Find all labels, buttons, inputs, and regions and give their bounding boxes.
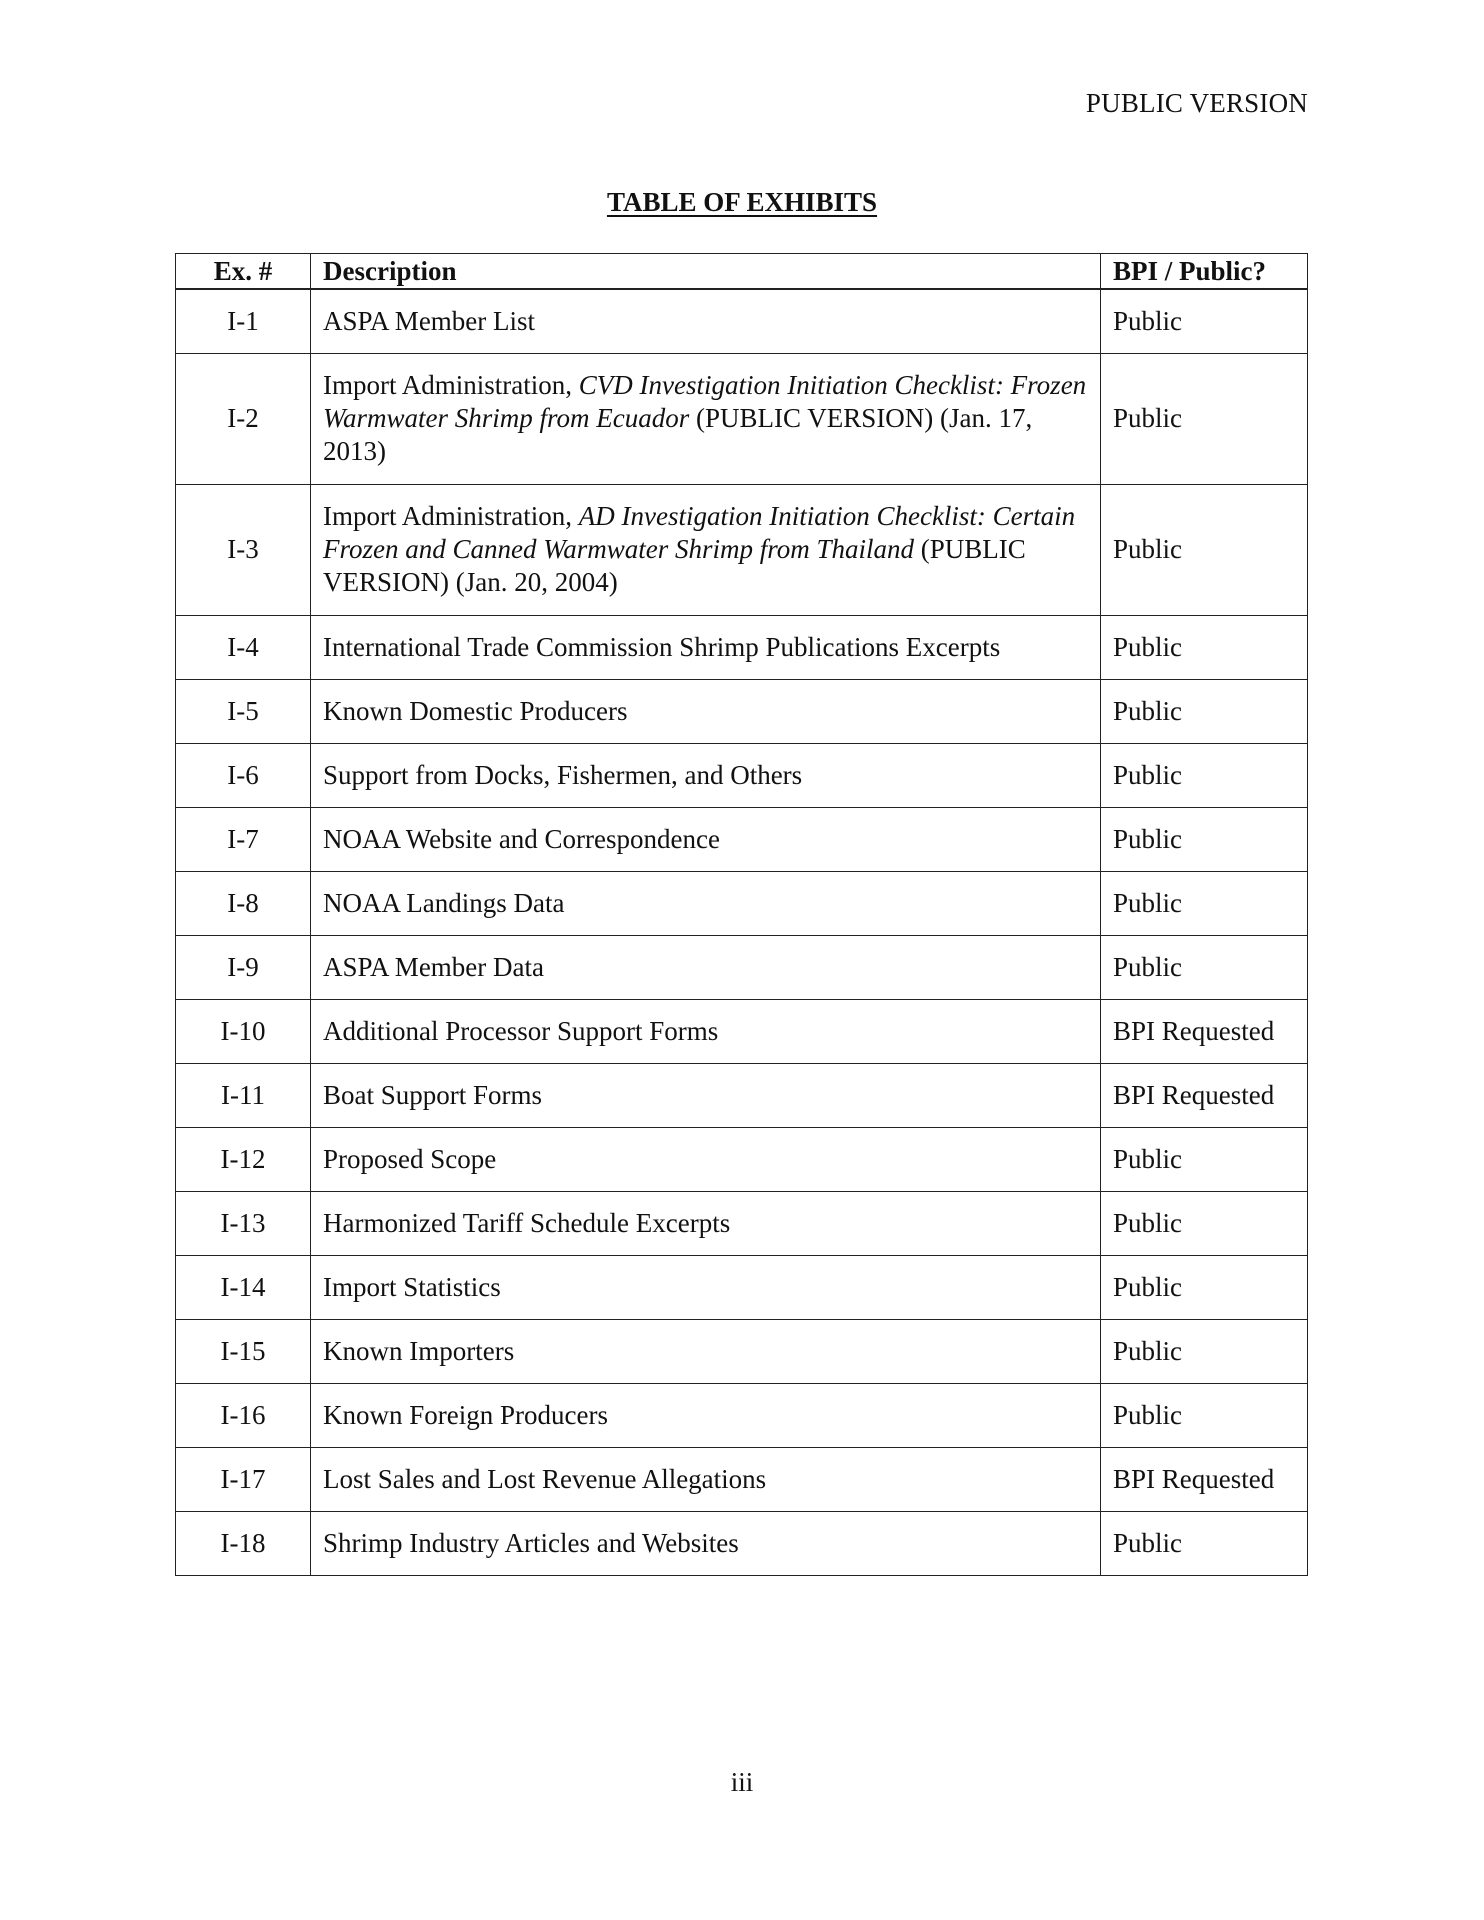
exhibit-description: NOAA Landings Data bbox=[311, 871, 1101, 935]
exhibit-status: Public bbox=[1101, 353, 1308, 484]
exhibit-status: BPI Requested bbox=[1101, 999, 1308, 1063]
exhibit-number: I-15 bbox=[176, 1319, 311, 1383]
header-row bbox=[176, 254, 1308, 290]
description-italic-title: CVD Investigation Initiation Checklist: Frozen Warmwater Shrimp from Ecuador bbox=[323, 370, 1087, 433]
table-row bbox=[176, 484, 1308, 615]
table-row bbox=[176, 615, 1308, 679]
exhibit-description: ASPA Member Data bbox=[311, 935, 1101, 999]
exhibit-status: Public bbox=[1101, 1383, 1308, 1447]
exhibit-status: Public bbox=[1101, 1319, 1308, 1383]
exhibit-number: I-2 bbox=[176, 353, 311, 484]
exhibit-number: I-18 bbox=[176, 1511, 311, 1575]
exhibit-status: Public bbox=[1101, 679, 1308, 743]
exhibit-number: I-16 bbox=[176, 1383, 311, 1447]
exhibit-number: I-1 bbox=[176, 289, 311, 353]
exhibit-description: Lost Sales and Lost Revenue Allegations bbox=[311, 1447, 1101, 1511]
table-row bbox=[176, 1447, 1308, 1511]
exhibit-status: BPI Requested bbox=[1101, 1063, 1308, 1127]
description-prefix: Import Administration, bbox=[323, 501, 579, 531]
table-row bbox=[176, 1191, 1308, 1255]
exhibit-description: Boat Support Forms bbox=[311, 1063, 1101, 1127]
page-title bbox=[0, 187, 1484, 218]
exhibit-description: ASPA Member List bbox=[311, 289, 1101, 353]
exhibit-description: Harmonized Tariff Schedule Excerpts bbox=[311, 1191, 1101, 1255]
exhibit-number: I-17 bbox=[176, 1447, 311, 1511]
exhibit-status: Public bbox=[1101, 743, 1308, 807]
exhibits-table bbox=[175, 253, 1308, 1576]
exhibit-status: Public bbox=[1101, 935, 1308, 999]
exhibit-description: Additional Processor Support Forms bbox=[311, 999, 1101, 1063]
exhibit-number: I-12 bbox=[176, 1127, 311, 1191]
exhibit-number: I-7 bbox=[176, 807, 311, 871]
exhibit-description: Proposed Scope bbox=[311, 1127, 1101, 1191]
version-tag: PUBLIC VERSION bbox=[1085, 88, 1308, 118]
exhibit-status: Public bbox=[1101, 484, 1308, 615]
exhibit-description: Support from Docks, Fishermen, and Others bbox=[311, 743, 1101, 807]
description-italic-title: AD Investigation Initiation Checklist: Certain Frozen and Canned Warmwater Shrimp from Thailand bbox=[323, 501, 1076, 564]
exhibit-description: Shrimp Industry Articles and Websites bbox=[311, 1511, 1101, 1575]
page-number: iii bbox=[730, 1767, 754, 1797]
table-row bbox=[176, 1063, 1308, 1127]
table-row bbox=[176, 1255, 1308, 1319]
page-title-text: TABLE OF EXHIBITS bbox=[606, 187, 878, 217]
table-row bbox=[176, 807, 1308, 871]
exhibit-status: BPI Requested bbox=[1101, 1447, 1308, 1511]
description-prefix: Import Administration, bbox=[323, 370, 579, 400]
exhibit-description: International Trade Commission Shrimp Publications Excerpts bbox=[311, 615, 1101, 679]
exhibit-status: Public bbox=[1101, 1511, 1308, 1575]
exhibit-status: Public bbox=[1101, 289, 1308, 353]
exhibit-number: I-4 bbox=[176, 615, 311, 679]
exhibit-description: Import Statistics bbox=[311, 1255, 1101, 1319]
exhibit-number: I-5 bbox=[176, 679, 311, 743]
exhibit-description: Known Importers bbox=[311, 1319, 1101, 1383]
table-row bbox=[176, 1127, 1308, 1191]
exhibit-number: I-14 bbox=[176, 1255, 311, 1319]
column-header-exhibit-number: Ex. # bbox=[176, 254, 311, 290]
table-body bbox=[176, 289, 1308, 1575]
exhibit-number: I-6 bbox=[176, 743, 311, 807]
table-row bbox=[176, 935, 1308, 999]
table-row bbox=[176, 999, 1308, 1063]
table-row bbox=[176, 871, 1308, 935]
column-header-description: Description bbox=[311, 254, 1101, 290]
exhibit-status: Public bbox=[1101, 871, 1308, 935]
table-row bbox=[176, 353, 1308, 484]
exhibit-status: Public bbox=[1101, 1255, 1308, 1319]
exhibit-description: Known Foreign Producers bbox=[311, 1383, 1101, 1447]
exhibit-description bbox=[311, 353, 1101, 484]
exhibit-number: I-10 bbox=[176, 999, 311, 1063]
exhibit-number: I-11 bbox=[176, 1063, 311, 1127]
exhibit-number: I-8 bbox=[176, 871, 311, 935]
exhibit-number: I-13 bbox=[176, 1191, 311, 1255]
table-row bbox=[176, 679, 1308, 743]
table-row bbox=[176, 289, 1308, 353]
exhibit-status: Public bbox=[1101, 807, 1308, 871]
column-header-status: BPI / Public? bbox=[1101, 254, 1308, 290]
exhibit-description bbox=[311, 484, 1101, 615]
exhibit-number: I-3 bbox=[176, 484, 311, 615]
table-row bbox=[176, 1319, 1308, 1383]
table-row bbox=[176, 1511, 1308, 1575]
table-header bbox=[176, 254, 1308, 290]
exhibit-number: I-9 bbox=[176, 935, 311, 999]
exhibit-status: Public bbox=[1101, 1127, 1308, 1191]
table-row bbox=[176, 1383, 1308, 1447]
table-row bbox=[176, 743, 1308, 807]
exhibit-description: NOAA Website and Correspondence bbox=[311, 807, 1101, 871]
exhibit-status: Public bbox=[1101, 1191, 1308, 1255]
description-suffix: (PUBLIC VERSION) (Jan. 20, 2004) bbox=[323, 534, 1026, 597]
description-suffix: (PUBLIC VERSION) (Jan. 17, 2013) bbox=[323, 403, 1033, 466]
exhibit-description: Known Domestic Producers bbox=[311, 679, 1101, 743]
exhibit-status: Public bbox=[1101, 615, 1308, 679]
